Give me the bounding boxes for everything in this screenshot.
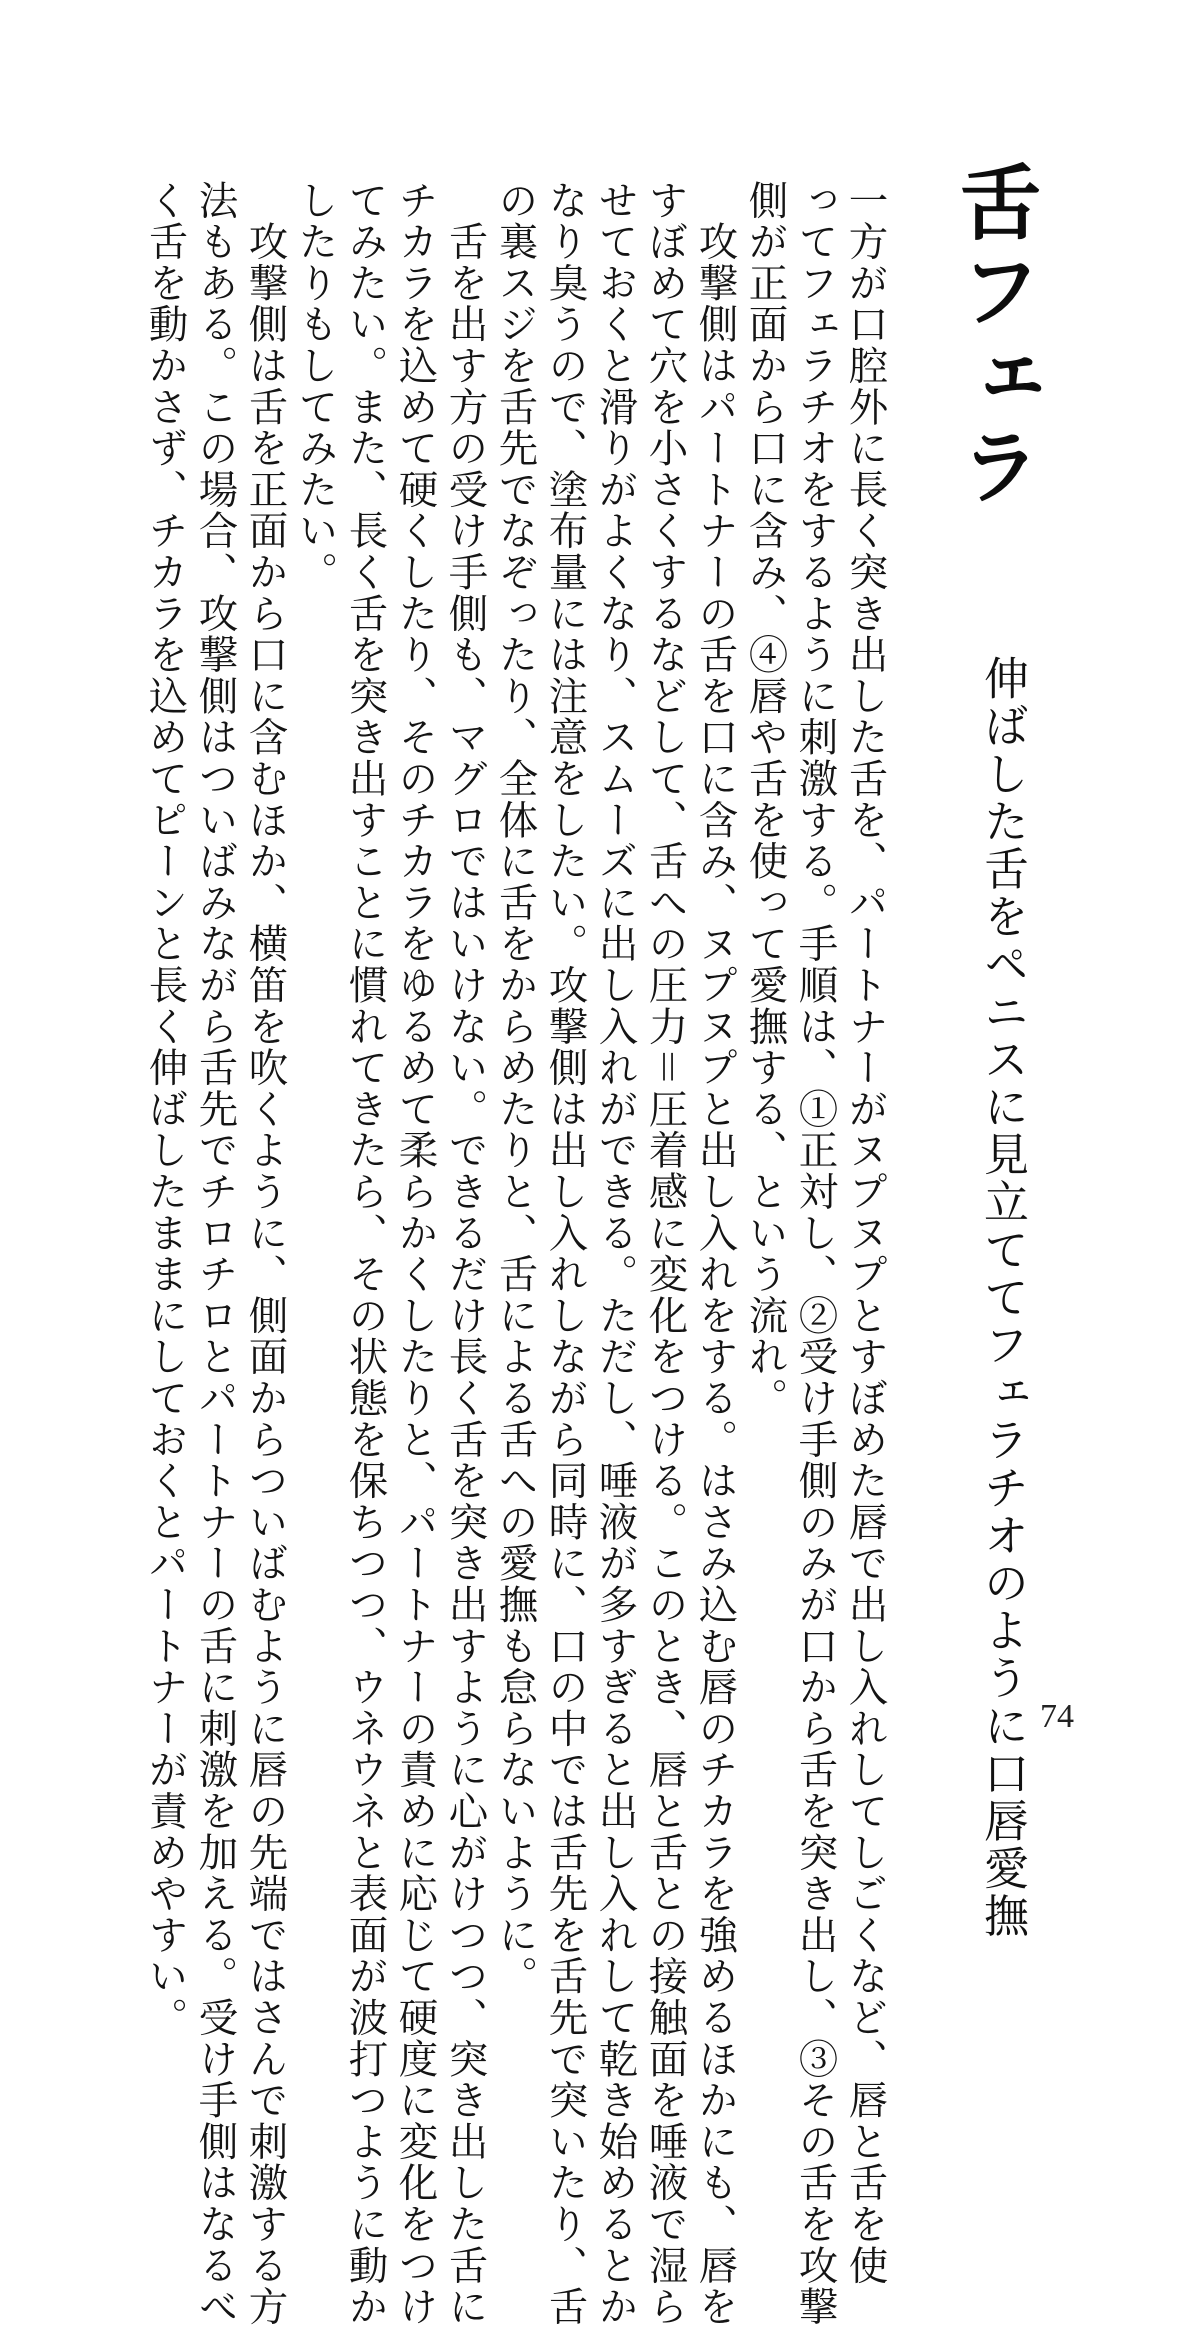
body-line-5: すぼめて穴を小さくするなどして、舌への圧力＝圧着感に変化をつける。このとき、唇と舌との接触面を唾液で湿ら <box>642 180 689 2328</box>
body-line-3: 側が正面から口に含み、④唇や舌を使って愛撫する、という流れ。 <box>742 180 789 1419</box>
page-number: 74 <box>1040 1698 1074 1735</box>
body-line-7: なり臭うので、塗布量には注意をしたい。攻撃側は出し入れしながら同時に、口の中では舌先を舌先で突いたり、舌 <box>542 180 589 2328</box>
body-line-1: 一方が口腔外に長く突き出した舌を、パートナーがヌプヌプとすぼめた唇で出し入れしてしごくなど、唇と舌を使 <box>842 180 889 2287</box>
body-line-11: てみたい。また、長く舌を突き出すことに慣れてきたら、その状態を保ちつつ、ウネウネと表面が波打つように動か <box>342 180 389 2328</box>
body-line-14: 法もある。この場合、攻撃側はついばみながら舌先でチロチロとパートナーの舌に刺激を加える。受け手側はなるべ <box>192 180 239 2328</box>
body-line-13: 攻撃側は舌を正面から口に含むほか、横笛を吹くように、側面からついばむように唇の先端ではさんで刺激する方 <box>242 180 289 2328</box>
body-line-6: せておくと滑りがよくなり、スムーズに出し入れができる。ただし、唾液が多すぎると出し入れして乾き始めるとか <box>592 180 639 2328</box>
body-line-10: チカラを込めて硬くしたり、そのチカラをゆるめて柔らかくしたりと、パートナーの責めに応じて硬度に変化をつけ <box>392 180 439 2328</box>
chapter-subtitle: 伸ばした舌をペニスに見立ててフェラチオのように口唇愛撫 <box>976 655 1029 1941</box>
body-line-8: の裏スジを舌先でなぞったり、全体に舌をからめたりと、舌による舌への愛撫も怠らないように。 <box>492 180 539 1998</box>
body-line-12: したりもしてみたい。 <box>292 180 339 593</box>
body-line-9: 舌を出す方の受け手側も、マグロではいけない。できるだけ長く舌を突き出すように心がけつつ、突き出した舌に <box>442 180 489 2328</box>
body-line-15: く舌を動かさず、チカラを込めてピーンと長く伸ばしたままにしておくとパートナーが責めやすい。 <box>142 180 189 2039</box>
body-line-2: ってフェラチオをするように刺激する。手順は、①正対し、②受け手側のみが口から舌を突き出し、③その舌を攻撃 <box>792 180 839 2328</box>
chapter-title: 舌フェラ <box>946 160 1041 512</box>
body-line-4: 攻撃側はパートナーの舌を口に含み、ヌプヌプと出し入れをする。はさみ込む唇のチカラを強めるほかにも、唇を <box>692 180 739 2328</box>
